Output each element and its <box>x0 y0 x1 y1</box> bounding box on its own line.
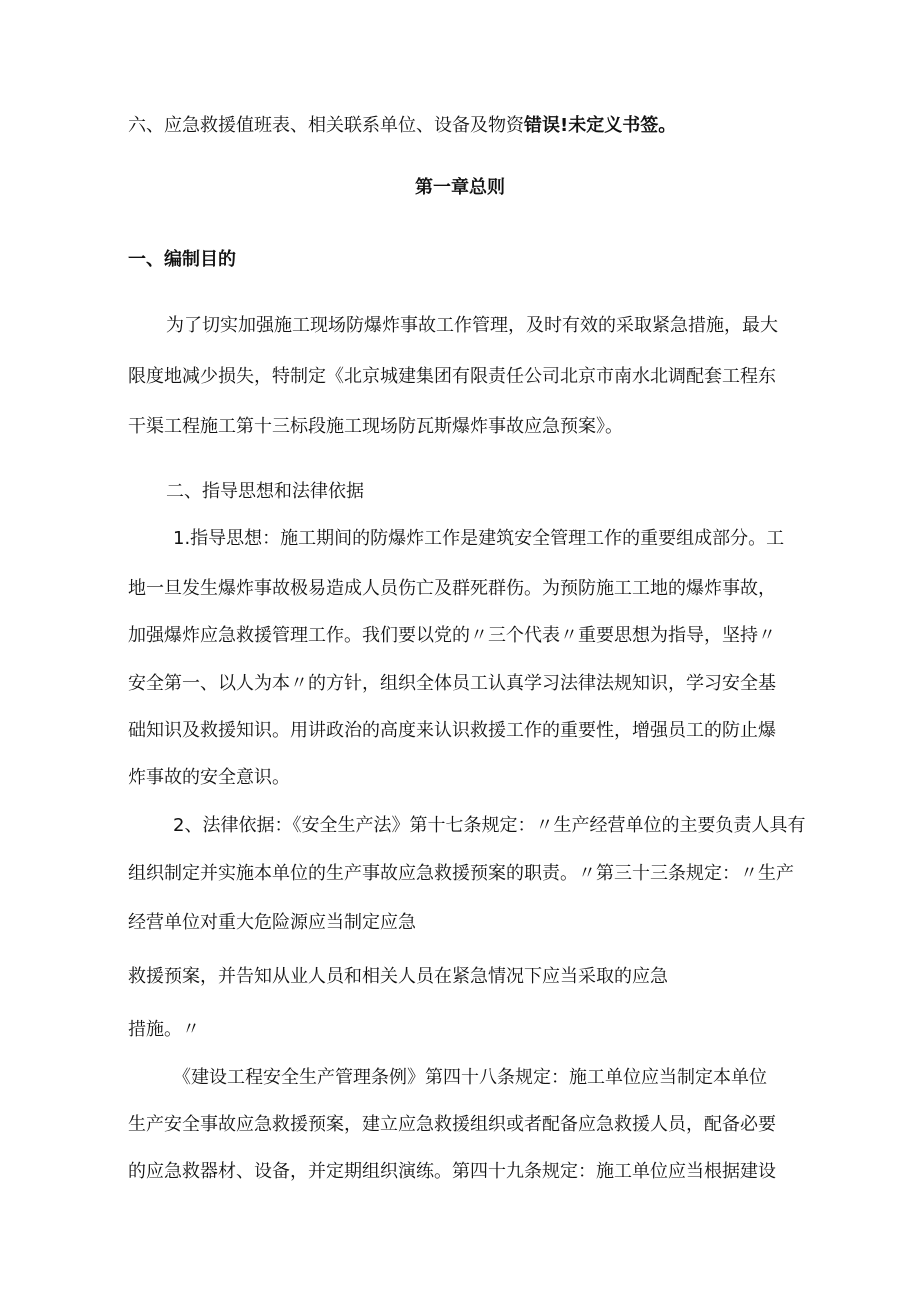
chapter-title: 第一章总则 <box>415 177 505 198</box>
paragraph-line: 《建设工程安全生产管理条例》第四十八条规定：施工单位应当制定本单位 <box>173 1067 767 1088</box>
paragraph-line: 安全第一、以人为本〃的方针，组织全体员工认真学习法律法规知识，学习安全基 <box>128 673 776 694</box>
bookmark-error-text: 错误!未定义书签。 <box>524 115 677 136</box>
section-heading-guidance: 二、指导思想和法律依据 <box>166 481 364 502</box>
paragraph-line: 限度地减少损失，特制定《北京城建集团有限责任公司北京市南水北调配套工程东 <box>128 366 776 387</box>
toc-item-text: 六、应急救援值班表、相关联系单位、设备及物资 <box>128 115 524 136</box>
paragraph-line: 干渠工程施工第十三标段施工现场防瓦斯爆炸事故应急预案》。 <box>128 416 623 437</box>
paragraph-line: 炸事故的安全意识。 <box>128 767 290 788</box>
toc-line <box>128 114 676 138</box>
paragraph-line: 为了切实加强施工现场防爆炸事故工作管理，及时有效的采取紧急措施，最大 <box>166 315 778 336</box>
paragraph-line: 生产安全事故应急救援预案，建立应急救援组织或者配备应急救援人员，配备必要 <box>128 1114 776 1135</box>
paragraph-line: 2、法律依据：《安全生产法》第十七条规定：〃生产经营单位的主要负责人具有 <box>173 815 806 836</box>
paragraph-line: 救援预案，并告知从业人员和相关人员在紧急情况下应当采取的应急 <box>128 966 668 987</box>
paragraph-line: 地一旦发生爆炸事故极易造成人员伤亡及群死群伤。为预防施工工地的爆炸事故， <box>128 578 776 599</box>
paragraph-line: 1.指导思想：施工期间的防爆炸工作是建筑安全管理工作的重要组成部分。工 <box>173 528 785 549</box>
paragraph-line: 加强爆炸应急救援管理工作。我们要以党的〃三个代表〃重要思想为指导，坚持〃 <box>128 625 776 646</box>
section-heading-purpose: 一、编制目的 <box>128 249 236 270</box>
paragraph-line: 措施。〃 <box>128 1019 200 1040</box>
paragraph-line: 的应急救器材、设备，并定期组织演练。第四十九条规定：施工单位应当根据建设 <box>128 1161 776 1182</box>
paragraph-line: 础知识及救援知识。用讲政治的高度来认识救援工作的重要性，增强员工的防止爆 <box>128 720 776 741</box>
paragraph-line: 组织制定并实施本单位的生产事故应急救援预案的职责。〃第三十三条规定：〃生产 <box>128 863 794 884</box>
paragraph-line: 经营单位对重大危险源应当制定应急 <box>128 912 416 933</box>
